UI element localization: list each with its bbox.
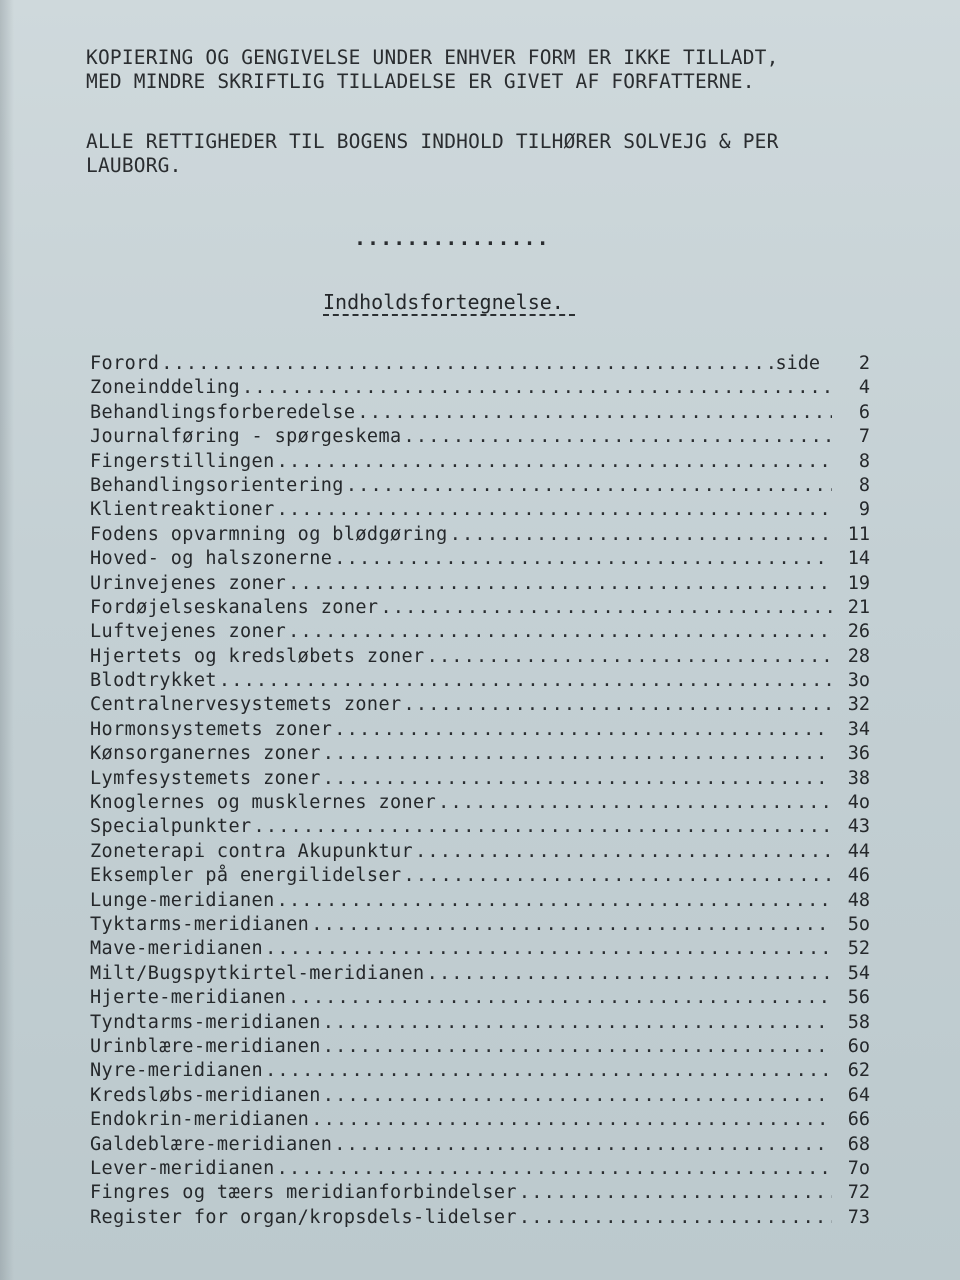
toc-dot-leader [311,1108,832,1132]
toc-dot-leader [288,620,832,644]
toc-entry-page-number: 66 [847,1109,870,1131]
toc-entry-title: Klientreaktioner [90,499,275,521]
toc-dot-leader [334,718,832,742]
toc-entry [90,572,870,596]
toc-entry [90,937,870,961]
toc-entry-page-number: 8 [858,474,870,496]
rights-line-1: ALLE RETTIGHEDER TIL BOGENS INDHOLD TILHØRER SOLVEJG & PER [86,130,779,153]
toc-entry-title: Nyre-meridianen [90,1060,264,1082]
toc-entry-page-number: 72 [847,1182,870,1204]
toc-entry-title: Lunge-meridianen [90,889,275,911]
toc-entry [90,425,870,449]
toc-dot-leader [519,1206,832,1230]
toc-entry [90,913,870,937]
toc-entry-title: Urinblære-meridianen [90,1035,321,1057]
toc-entry [90,1133,870,1157]
toc-entry [90,352,870,376]
toc-entry [90,1011,870,1035]
toc-dot-leader [450,523,832,547]
toc-dot-leader [357,401,832,425]
toc-entry [90,815,870,839]
toc-entry [90,620,870,644]
toc-entry-page-number: 7 [858,426,870,448]
toc-entry-page-number: 11 [847,523,870,545]
toc-dot-leader [277,1157,832,1181]
toc-entry-title: Forord [90,353,160,374]
toc-entry [90,376,870,400]
toc-entry [90,498,870,522]
toc-entry [90,767,870,791]
toc-dot-leader [334,547,832,571]
toc-entry [90,693,870,717]
toc-dot-leader [380,596,832,620]
toc-dot-leader [323,1011,832,1035]
toc-entry [90,791,870,815]
toc-entry [90,864,870,888]
toc-entry-title: Kønsorganernes zoner [90,743,321,765]
toc-dot-leader [311,913,832,937]
toc-dot-leader [404,425,832,449]
toc-entry [90,962,870,986]
toc-entry-title: Hoved- og halszonerne [90,548,333,570]
toc-entry [90,1181,870,1205]
toc-entry-title: Zoneinddeling [90,377,240,399]
toc-entry-page-number: 5o [847,913,870,935]
toc-entry-title: Hormonsystemets zoner [90,718,333,740]
copyright-line-1: KOPIERING OG GENGIVELSE UNDER ENHVER FORM ER IKKE TILLADT, [86,46,779,69]
toc-entry [90,718,870,742]
dotted-separator: ............... [354,226,550,250]
toc-entry-title: Kredsløbs-meridianen [90,1084,321,1106]
toc-entry-title: Lever-meridianen [90,1157,275,1179]
toc-entry [90,645,870,669]
toc-dot-leader [265,937,832,961]
toc-entry [90,840,870,864]
toc-dot-leader [404,693,832,717]
toc-entry [90,523,870,547]
toc-dot-leader [519,1181,832,1205]
toc-entry-title: Galdeblære-meridianen [90,1133,333,1155]
toc-entry-page-number: 52 [847,938,870,960]
toc-entry [90,450,870,474]
toc-entry-title: Specialpunkter [90,816,252,838]
copyright-notice [86,46,876,94]
toc-entry-title: Hjertets og kredsløbets zoner [90,645,425,667]
toc-dot-leader [323,1035,832,1059]
toc-dot-leader [254,815,832,839]
toc-entry-title: Milt/Bugspytkirtel-meridianen [90,962,425,984]
toc-dot-leader [334,1133,832,1157]
toc-entry-page-number: 2 [858,353,870,374]
toc-entry-title: Endokrin-meridianen [90,1109,310,1131]
toc-dot-leader [265,1059,832,1083]
toc-dot-leader [277,450,832,474]
toc-entry-page-number: 6o [847,1035,870,1057]
toc-entry-page-number: 46 [847,865,870,887]
toc-entry-title: Mave-meridianen [90,938,264,960]
toc-dot-leader [288,986,832,1010]
toc-entry [90,474,870,498]
toc-dot-leader [219,669,832,693]
toc-entry [90,1084,870,1108]
toc-entry-title: Zoneterapi contra Akupunktur [90,840,414,862]
toc-entry-title: Register for organ/kropsdels-lidelser [90,1206,517,1228]
toc-entry-title: Knoglernes og musklernes zoner [90,792,437,814]
toc-entry [90,1157,870,1181]
page-edge-shadow [0,0,14,1280]
toc-entry [90,547,870,571]
toc-entry [90,986,870,1010]
toc-entry-page-number: 38 [847,767,870,789]
toc-dot-leader [427,962,832,986]
toc-entry-page-number: 6 [858,401,870,423]
toc-dot-leader [161,352,773,376]
toc-entry-title: Fingres og tæers meridianforbindelser [90,1182,517,1204]
toc-entry-page-number: 28 [847,645,870,667]
toc-dot-leader [427,645,832,669]
toc-entry-page-number: 48 [847,889,870,911]
toc-entry [90,669,870,693]
toc-entry-page-number: 4 [858,377,870,399]
toc-dot-leader [242,376,832,400]
toc-entry [90,1206,870,1230]
toc-entry-title: Fordøjelseskanalens zoner [90,596,379,618]
toc-entry-page-number: 68 [847,1133,870,1155]
rights-line-2: LAUBORG. [86,154,182,177]
toc-dot-leader [323,767,832,791]
toc-entry-page-number: 7o [847,1157,870,1179]
toc-heading: Indholdsfortegnelse. [323,290,564,314]
toc-entry-page-number: 19 [847,572,870,594]
copyright-line-2: MED MINDRE SKRIFTLIG TILLADELSE ER GIVET AF FORFATTERNE. [86,70,755,93]
toc-entry-title: Blodtrykket [90,670,217,692]
toc-entry-page-number: 44 [847,840,870,862]
toc-entry-title: Centralnervesystemets zoner [90,694,402,716]
toc-dot-leader [277,889,832,913]
toc-entry-title: Behandlingsorientering [90,474,344,496]
toc-entry [90,889,870,913]
toc-dot-leader [323,1084,832,1108]
toc-entry [90,401,870,425]
toc-entry-page-number: 32 [847,694,870,716]
toc-dot-leader [438,791,832,815]
toc-entry-page-number: 8 [858,450,870,472]
toc-entry-page-number: 3o [847,670,870,692]
table-of-contents [90,352,870,1230]
toc-side-label: side [775,353,820,374]
toc-entry-title: Urinvejenes zoner [90,572,287,594]
toc-entry-page-number: 43 [847,816,870,838]
toc-entry-title: Behandlingsforberedelse [90,401,356,423]
toc-entry-page-number: 26 [847,621,870,643]
toc-entry-title: Tyktarms-meridianen [90,913,310,935]
toc-entry-title: Hjerte-meridianen [90,987,287,1009]
toc-dot-leader [288,572,832,596]
toc-entry-title: Fodens opvarmning og blødgøring [90,523,448,545]
toc-entry-title: Eksempler på energilidelser [90,865,402,887]
toc-entry-page-number: 14 [847,548,870,570]
toc-entry-page-number: 58 [847,1011,870,1033]
toc-entry [90,596,870,620]
toc-entry [90,1059,870,1083]
toc-entry-page-number: 21 [847,596,870,618]
toc-entry-page-number: 64 [847,1084,870,1106]
toc-dot-leader [323,742,832,766]
toc-entry-title: Journalføring - spørgeskema [90,426,402,448]
toc-entry-page-number: 9 [858,499,870,521]
toc-dot-leader [277,498,832,522]
toc-entry-page-number: 73 [847,1206,870,1228]
toc-heading-underline [323,314,575,316]
toc-dot-leader [415,840,832,864]
toc-entry [90,742,870,766]
toc-entry-page-number: 56 [847,987,870,1009]
toc-dot-leader [404,864,832,888]
toc-entry [90,1108,870,1132]
toc-entry-page-number: 34 [847,718,870,740]
toc-entry [90,1035,870,1059]
toc-entry-title: Fingerstillingen [90,450,275,472]
toc-entry-title: Tyndtarms-meridianen [90,1011,321,1033]
toc-entry-page-number: 54 [847,962,870,984]
toc-entry-title: Lymfesystemets zoner [90,767,321,789]
toc-entry-page-number: 4o [847,792,870,814]
toc-entry-page-number: 62 [847,1060,870,1082]
toc-entry-title: Luftvejenes zoner [90,621,287,643]
toc-dot-leader [346,474,832,498]
toc-entry-page-number: 36 [847,743,870,765]
rights-notice [86,130,876,178]
